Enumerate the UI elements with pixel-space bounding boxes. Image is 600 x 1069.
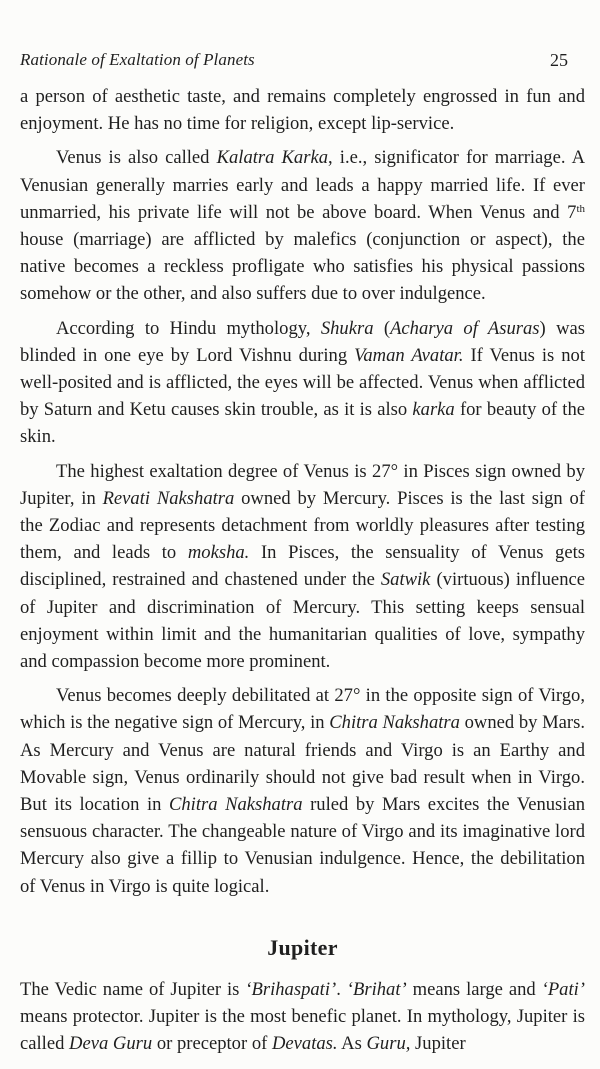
text-run: means protector. Jupiter is the most benefic planet. In mythology, Jupiter is called: [20, 1006, 585, 1055]
paragraph-5: [20, 682, 585, 900]
page-number: 25: [550, 50, 568, 70]
text-run: Venus becomes deeply debilitated at 27° in the opposite sign of Virgo, which is the negative sign of Mercury, in: [20, 685, 585, 734]
text-run: (virtuous) influence of Jupiter and discrimination of Mercury. This setting keeps sensual enjoyment within limit and the humanitarian qualities of love, sympathy and compassion become more prominent.: [20, 569, 585, 673]
text-run: (: [373, 317, 391, 339]
text-run: Jupiter: [410, 1033, 466, 1055]
text-run: ruled by Mars excites the Venusian sensuous character. The changeable nature of Virgo and its imaginative lord Mercury also give a fillip to Venusian indulgence. Hence, the debilitation of Venus in Virgo is quite logical.: [20, 794, 585, 897]
running-header: [20, 50, 568, 74]
italic-term: ‘Brihaspati’: [245, 978, 337, 1000]
italic-term: Kalatra Karka: [216, 147, 329, 169]
italic-term: Shukra: [320, 317, 374, 339]
text-run: owned by Mercury. Pisces is the last sign of the Zodiac and represents detachment from worldly pleasures after testing them, and leads to: [20, 487, 585, 564]
text-run: As: [337, 1033, 367, 1055]
italic-term: Deva Guru: [69, 1033, 153, 1055]
italic-term: ‘Pati’: [541, 978, 585, 1000]
text-run: The Vedic name of Jupiter is: [20, 978, 246, 1000]
running-title: Rationale of Exaltation of Planets: [20, 50, 255, 69]
italic-term: Guru,: [366, 1033, 411, 1055]
paragraph-1: [20, 83, 585, 137]
italic-term: moksha.: [187, 542, 250, 564]
italic-term: Revati Nakshatra: [102, 487, 235, 509]
italic-term: ‘Brihat’: [346, 978, 407, 1000]
italic-term: Devatas.: [271, 1033, 338, 1055]
text-run: or preceptor of: [152, 1033, 272, 1055]
paragraph-3: [20, 315, 585, 451]
text-run: The highest exaltation degree of Venus is 27° in Pisces sign owned by Jupiter, in: [20, 460, 585, 509]
body-text: [20, 83, 585, 1065]
paragraph-6: [20, 976, 585, 1058]
text-run: house (marriage) are afflicted by malefics (conjunction or aspect), the native becomes a reckless profligate who satisfies his physical passions somehow or the other, and also suffers due to over indulgence.: [20, 229, 585, 305]
italic-term: karka: [412, 399, 455, 421]
text-run: , i.e., significator for marriage. A Venusian generally marries early and leads a happy married life. If ever unmarried, his private life will not be above board. When Venus and 7: [20, 147, 585, 223]
text-run: owned by Mars. As Mercury and Venus are natural friends and Virgo is an Earthy and Movable sign, Venus ordinarily should not give bad result when in Virgo. But its location in: [20, 712, 585, 816]
text-run: If Venus is not well-posited and is afflicted, the eyes will be affected. Venus when afflicted by Saturn and Ketu causes skin trouble, as it is also: [20, 344, 585, 421]
paragraph-2: [20, 144, 585, 307]
ordinal-superscript: th: [576, 202, 585, 215]
paragraph-4: [20, 458, 585, 676]
text-run: In Pisces, the sensuality of Venus gets disciplined, restrained and chastened under the: [20, 542, 586, 591]
italic-term: Acharya of Asuras: [390, 317, 540, 339]
italic-term: Chitra Nakshatra: [329, 712, 460, 734]
text-run: a person of aesthetic taste, and remains completely engrossed in fun and enjoyment. He has no time for religion, except lip-service.: [20, 86, 585, 135]
text-run: for beauty of the skin.: [20, 399, 585, 448]
text-run: means large and: [406, 978, 542, 1000]
text-run: Venus is also called: [56, 147, 217, 169]
text-run: According to Hindu mythology,: [56, 317, 321, 339]
italic-term: Vaman Avatar.: [354, 344, 464, 366]
text-run: .: [336, 978, 347, 1000]
section-heading-jupiter: Jupiter: [267, 934, 338, 960]
italic-term: Chitra Nakshatra: [168, 794, 303, 816]
text-run: ) was blinded in one eye by Lord Vishnu during: [20, 317, 585, 366]
italic-term: Satwik: [380, 569, 431, 591]
